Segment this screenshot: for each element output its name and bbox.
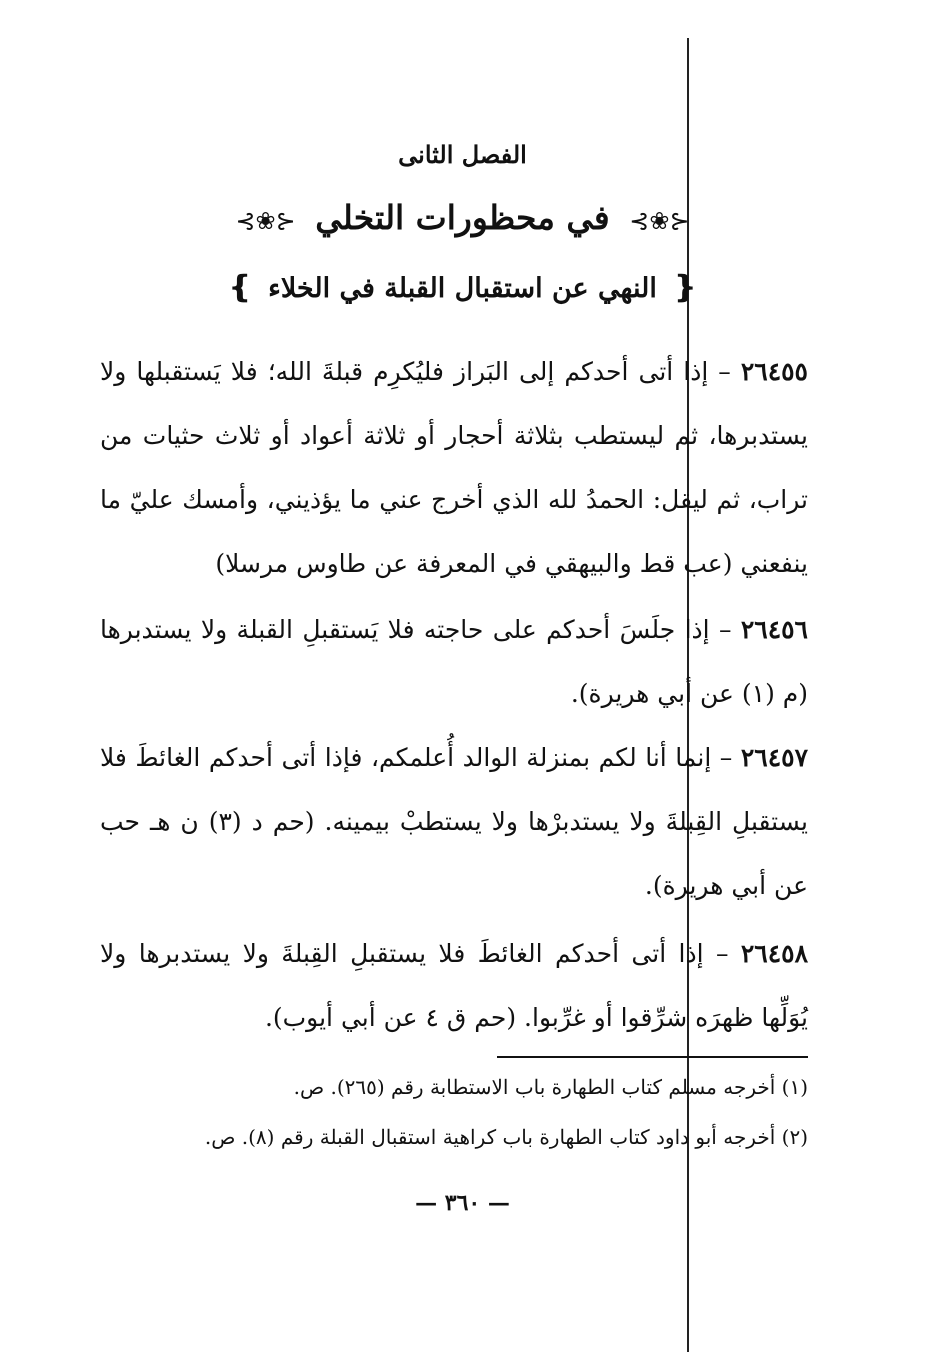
- hadith-text: إذا جلَسَ أحدكم على حاجته فلا يَستقبلِ القبلة ولا يستدبرها (م (١) عن أبي هريرة).: [100, 615, 808, 708]
- hadith-paragraph: ٢٦٤٥٥ – إذا أتى أحدكم إلى البَراز فليُكرِم قبلةَ الله؛ فلا يَستقبلها ولا يستدبرها، ثم ليستطب بثلاثة أحجار أو ثلاثة أعواد أو ثلاث حثيات من تراب، ثم ليقل: الحمدُ لله الذي أخرج عني ما يؤذيني، وأمسك عليّ ما ينفعني (عب قط والبيهقي في المعرفة عن طاوس مرسلا): [100, 357, 808, 578]
- footnote-divider: [497, 1056, 808, 1058]
- hadith-paragraph: ٢٦٤٥٦ – إذا جلَسَ أحدكم على حاجته فلا يَستقبلِ القبلة ولا يستدبرها (م (١) عن أبي هريرة).: [100, 615, 808, 708]
- ornament-right: ⊰❀⊱: [629, 207, 690, 235]
- section-title: [0, 198, 925, 237]
- hadith-text: إنما أنا لكم بمنزلة الوالد أُعلمكم، فإذا أتى أحدكم الغائطَ فلا يستقبلِ القِبلةَ ولا يستدبرْها ولا يستطبْ بيمينه. (حم د (٣) ن هـ حب عن أبي هريرة).: [100, 743, 808, 900]
- page-number: — ٣٦٠ —: [415, 1190, 510, 1216]
- hadith-text: إذا أتى أحدكم الغائطَ فلا يستقبلِ القِبلةَ ولا يستدبرها ولا يُوَلِّها ظهرَه شرِّقوا أو غرِّبوا. (حم ق ٤ عن أبي أيوب).: [100, 939, 808, 1032]
- hadith-number: ٢٦٤٥٦: [740, 615, 808, 644]
- hadith-paragraph: ٢٦٤٥٨ – إذا أتى أحدكم الغائطَ فلا يستقبلِ القِبلةَ ولا يستدبرها ولا يُوَلِّها ظهرَه شرِّقوا أو غرِّبوا. (حم ق ٤ عن أبي أيوب).: [100, 939, 808, 1032]
- bracket-close: ❵: [227, 270, 253, 305]
- chapter-title: الفصل الثانى: [398, 140, 527, 169]
- bracket-open: ❴: [672, 270, 698, 305]
- subsection-title-text: النهي عن استقبال القبلة في الخلاء: [268, 273, 657, 304]
- footnote: (١) أخرجه مسلم كتاب الطهارة باب الاستطابة رقم (٢٦٥). ص.: [293, 1075, 808, 1099]
- ornament-left: ⊰❀⊱: [235, 207, 296, 235]
- hadith-paragraph: ٢٦٤٥٧ – إنما أنا لكم بمنزلة الوالد أُعلمكم، فإذا أتى أحدكم الغائطَ فلا يستقبلِ القِبلةَ ولا يستدبرْها ولا يستطبْ بيمينه. (حم د (٣) ن هـ حب عن أبي هريرة).: [100, 743, 808, 900]
- hadith-number: ٢٦٤٥٧: [740, 743, 808, 772]
- section-title-text: في محظورات التخلي: [315, 198, 610, 237]
- hadith-number: ٢٦٤٥٨: [740, 939, 808, 968]
- footnote: (٢) أخرجه أبو داود كتاب الطهارة باب كراهية استقبال القبلة رقم (٨). ص.: [204, 1125, 808, 1149]
- subsection-title: [0, 270, 925, 305]
- hadith-number: ٢٦٤٥٥: [740, 357, 808, 386]
- hadith-text: إذا أتى أحدكم إلى البَراز فليُكرِم قبلةَ الله؛ فلا يَستقبلها ولا يستدبرها، ثم ليستطب بثلاثة أحجار أو ثلاثة أعواد أو ثلاث حثيات من تراب، ثم ليقل: الحمدُ لله الذي أخرج عني ما يؤذيني، وأمسك عليّ ما ينفعني (عب قط والبيهقي في المعرفة عن طاوس مرسلا): [100, 357, 808, 578]
